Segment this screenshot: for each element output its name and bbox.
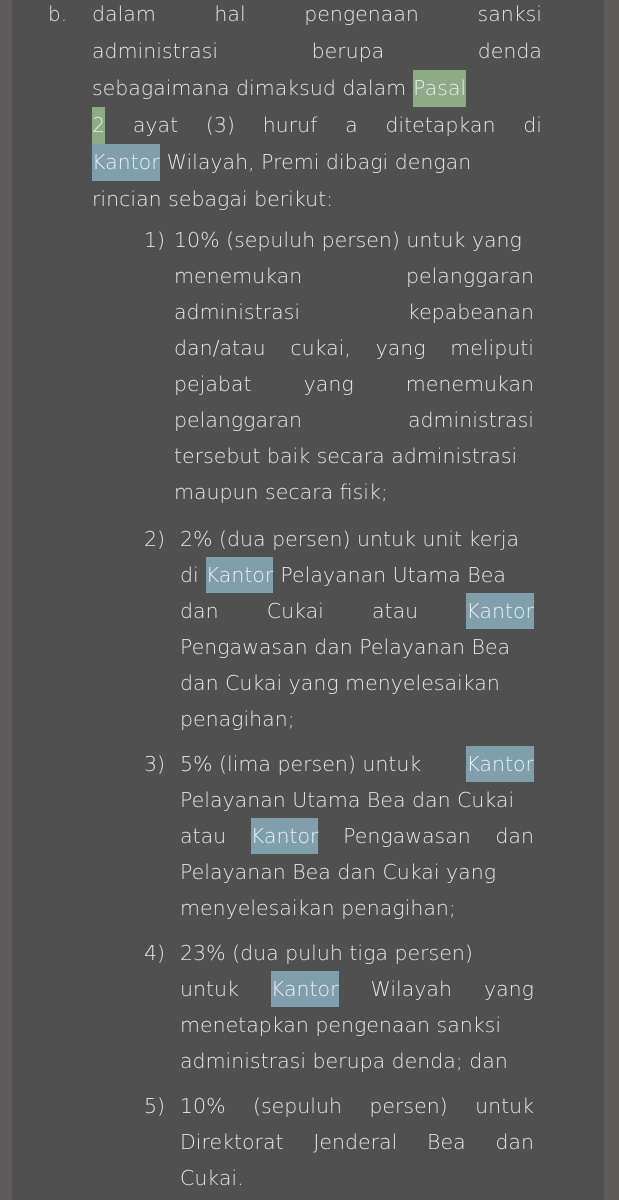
word: Pengawasan <box>343 824 471 848</box>
word: yang <box>303 372 354 396</box>
word: yang <box>375 336 426 360</box>
word: untuk <box>475 1094 534 1118</box>
text-line <box>92 181 542 218</box>
word: dan <box>495 1130 534 1154</box>
text-line <box>92 33 542 70</box>
word: berupa <box>311 39 385 63</box>
word: Direktorat <box>180 1130 284 1154</box>
text-line <box>174 258 534 294</box>
text-run: Pengawasan dan Pelayanan Bea <box>180 635 511 659</box>
highlight-kantor[interactable]: Kantor <box>271 971 339 1007</box>
word: ayat <box>132 113 179 137</box>
text-line <box>180 1043 534 1079</box>
word: menemukan <box>174 264 303 288</box>
text-line <box>174 222 534 258</box>
highlight-kantor[interactable]: Kantor <box>206 557 274 593</box>
text-line <box>174 438 534 474</box>
word: kepabeanan <box>407 300 534 324</box>
highlight-kantor[interactable]: Kantor <box>251 818 319 854</box>
text-line <box>180 1088 534 1124</box>
word: 10% <box>180 1094 226 1118</box>
text-line <box>174 294 534 330</box>
text-line <box>180 1160 534 1196</box>
highlight-kantor[interactable]: Kantor <box>92 144 160 181</box>
text-run: Pelayanan Bea dan Cukai yang <box>180 860 497 884</box>
word: untuk <box>180 977 239 1001</box>
text-line <box>174 366 534 402</box>
word: ditetapkan <box>385 113 496 137</box>
word: dan <box>495 824 534 848</box>
word: Wilayah <box>370 977 452 1001</box>
item-body <box>180 746 534 926</box>
word: atau <box>180 824 227 848</box>
word: sanksi <box>477 2 542 26</box>
item-body <box>180 521 534 737</box>
text-run: 2% (dua persen) untuk unit kerja <box>180 527 520 551</box>
word: cukai, <box>290 336 351 360</box>
text-line <box>180 521 534 557</box>
text-line <box>180 557 534 593</box>
word: Jenderal <box>313 1130 398 1154</box>
text-run: Pelayanan Utama Bea <box>280 563 506 587</box>
text-line <box>180 818 534 854</box>
item-number: 3) <box>144 752 166 776</box>
word: Cukai <box>266 599 324 623</box>
highlight-pasal-number[interactable]: 2 <box>92 107 105 144</box>
text-run: Wilayah, Premi dibagi dengan <box>166 150 472 174</box>
text-line <box>180 782 534 818</box>
word: hal <box>214 2 246 26</box>
word: administrasi <box>407 408 534 432</box>
text-run: administrasi berupa denda; dan <box>180 1049 508 1073</box>
item-body <box>180 935 534 1079</box>
word: huruf <box>262 113 318 137</box>
highlight-kantor[interactable]: Kantor <box>466 593 534 629</box>
text-run: tersebut baik secara administrasi <box>174 444 518 468</box>
text-run: maupun secara fisik; <box>174 480 388 504</box>
text-run: menyelesaikan penagihan; <box>180 896 456 920</box>
list-marker-b: b. <box>48 2 68 26</box>
word: dan <box>180 599 219 623</box>
word: dalam <box>92 2 156 26</box>
text-run: sebagaimana dimaksud dalam <box>92 76 407 100</box>
word: meliputi <box>450 336 534 360</box>
word: (3) <box>205 113 235 137</box>
text-run: 23% (dua puluh tiga persen) <box>180 941 473 965</box>
word: (sepuluh <box>252 1094 342 1118</box>
text-line <box>174 402 534 438</box>
text-line <box>174 474 534 510</box>
text-run: Cukai. <box>180 1166 244 1190</box>
text-run: penagihan; <box>180 707 295 731</box>
text-line <box>92 144 542 181</box>
text-line <box>180 629 534 665</box>
word: dan/atau <box>174 336 266 360</box>
item-number: 2) <box>144 527 166 551</box>
word: menemukan <box>405 372 534 396</box>
text-line <box>180 935 534 971</box>
text-line <box>180 890 534 926</box>
word: pengenaan <box>304 2 419 26</box>
text-line <box>180 1124 534 1160</box>
text-run: rincian sebagai berikut: <box>92 187 334 211</box>
item-number: 1) <box>144 228 166 252</box>
text-line <box>180 854 534 890</box>
word: pelanggaran <box>405 264 534 288</box>
item-body <box>174 222 534 510</box>
item-number: 4) <box>144 941 166 965</box>
word: pelanggaran <box>174 408 303 432</box>
text-line <box>180 971 534 1007</box>
text-run: Pelayanan Utama Bea dan Cukai <box>180 788 515 812</box>
text-line <box>174 330 534 366</box>
text-line <box>180 665 534 701</box>
word: denda <box>477 39 542 63</box>
text-line <box>180 746 534 782</box>
word: persen) <box>369 1094 448 1118</box>
text-line <box>180 701 534 737</box>
highlight-kantor[interactable]: Kantor <box>466 746 534 782</box>
text-run: dan Cukai yang menyelesaikan <box>180 671 500 695</box>
word: di <box>523 113 542 137</box>
word: di <box>180 563 199 587</box>
word: a <box>345 113 358 137</box>
text-line <box>92 107 542 144</box>
text-line <box>92 70 542 107</box>
word: atau <box>372 599 419 623</box>
item-number: 5) <box>144 1094 166 1118</box>
text-line <box>92 0 542 33</box>
item-body <box>180 1088 534 1196</box>
word: Bea <box>427 1130 466 1154</box>
text-line <box>180 593 534 629</box>
text-run: menetapkan pengenaan sanksi <box>180 1013 502 1037</box>
highlight-pasal[interactable]: Pasal <box>413 70 466 107</box>
word: yang <box>483 977 534 1001</box>
text-line <box>180 1007 534 1043</box>
text-run: 10% (sepuluh persen) untuk yang <box>174 228 522 252</box>
word: administrasi <box>92 39 219 63</box>
word: pejabat <box>174 372 252 396</box>
paragraph-b <box>48 0 542 218</box>
word: administrasi <box>174 300 301 324</box>
text-run: 5% (lima persen) untuk <box>180 752 422 776</box>
